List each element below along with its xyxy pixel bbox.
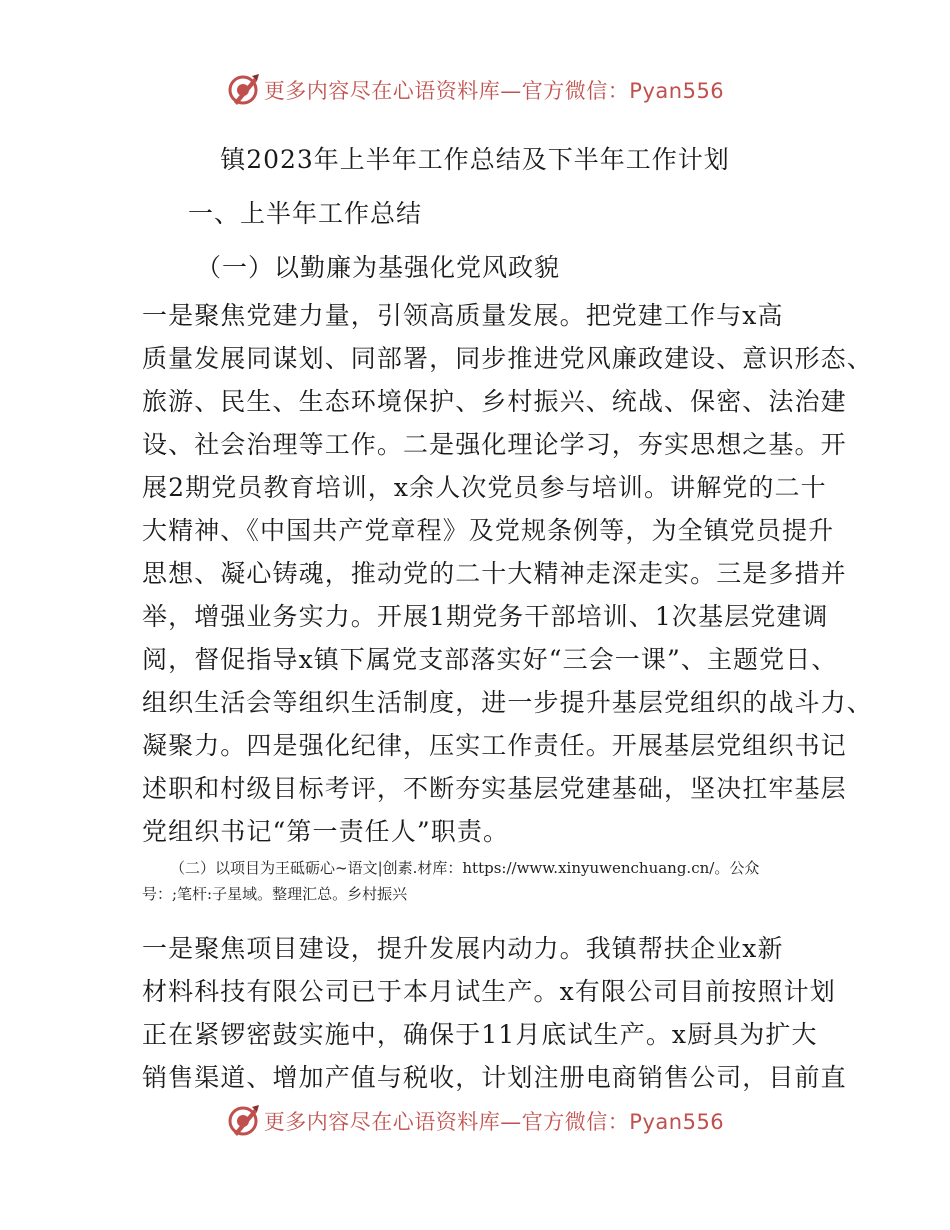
document-title: 镇2023年上半年工作总结及下半年工作计划: [220, 145, 730, 174]
pen-logo-icon: [226, 1103, 262, 1139]
paragraph-line: 一是聚焦项目建设，提升发展内动力。我镇帮扶企业x新: [142, 934, 784, 963]
paragraph-line: 党组织书记“第一责任人”职责。: [142, 817, 510, 846]
paragraph-line: 一是聚焦党建力量，引领高质量发展。把党建工作与x高: [142, 301, 784, 330]
paragraph-line: 阅，督促指导x镇下属党支部落实好“三会一课”、主题党日、: [142, 645, 838, 674]
paragraph-line: 质量发展同谋划、同部署，同步推进党风廉政建设、意识形态、: [142, 344, 873, 373]
paragraph-line: 组织生活会等组织生活制度，进一步提升基层党组织的战斗力、: [142, 688, 873, 717]
note-line: （二）以项目为王砥砺心~语文|创素.材库：https://www.xinyuwenchuang.cn/。公众: [170, 859, 760, 877]
paragraph-projects: [142, 927, 847, 1099]
banner-text: 更多内容尽在心语资料库—官方微信：Pyan556: [263, 79, 725, 103]
paragraph-line: 材料科技有限公司已于本月试生产。x有限公司目前按照计划: [142, 977, 836, 1006]
source-note: [142, 855, 832, 907]
banner-text: 更多内容尽在心语资料库—官方微信：Pyan556: [263, 1110, 725, 1134]
pen-logo-icon: [226, 72, 262, 108]
paragraph-line: 大精神、《中国共产党章程》及党规条例等，为全镇党员提升: [142, 516, 835, 545]
footer-banner: [0, 1101, 950, 1141]
paragraph-line: 凝聚力。四是强化纪律，压实工作责任。开展基层党组织书记: [142, 731, 847, 760]
paragraph-line: 正在紧锣密鼓实施中，确保于11月底试生产。x厨具为扩大: [142, 1020, 818, 1049]
paragraph-line: 销售渠道、增加产值与税收，计划注册电商销售公司，目前直: [142, 1063, 847, 1092]
paragraph-line: 设、社会治理等工作。二是强化理论学习，夯实思想之基。开: [142, 430, 847, 459]
paragraph-line: 举，增强业务实力。开展1期党务干部培训、1次基层党建调: [142, 602, 829, 631]
paragraph-line: 述职和村级目标考评，不断夯实基层党建基础，坚决扛牢基层: [142, 774, 847, 803]
paragraph-line: 思想、凝心铸魂，推动党的二十大精神走深走实。三是多措并: [142, 559, 847, 588]
paragraph-line: 旅游、民生、生态环境保护、乡村振兴、统战、保密、法治建: [142, 387, 847, 416]
subsection-heading: （一）以勤廉为基强化党风政貌: [196, 253, 561, 282]
section-heading: 一、上半年工作总结: [188, 199, 423, 228]
header-banner: [0, 70, 950, 110]
note-line: 号：;笔杆:子星域。整理汇总。乡村振兴: [142, 885, 408, 903]
paragraph-party-building: [142, 294, 873, 853]
paragraph-line: 展2期党员教育培训，x余人次党员参与培训。讲解党的二十: [142, 473, 827, 502]
